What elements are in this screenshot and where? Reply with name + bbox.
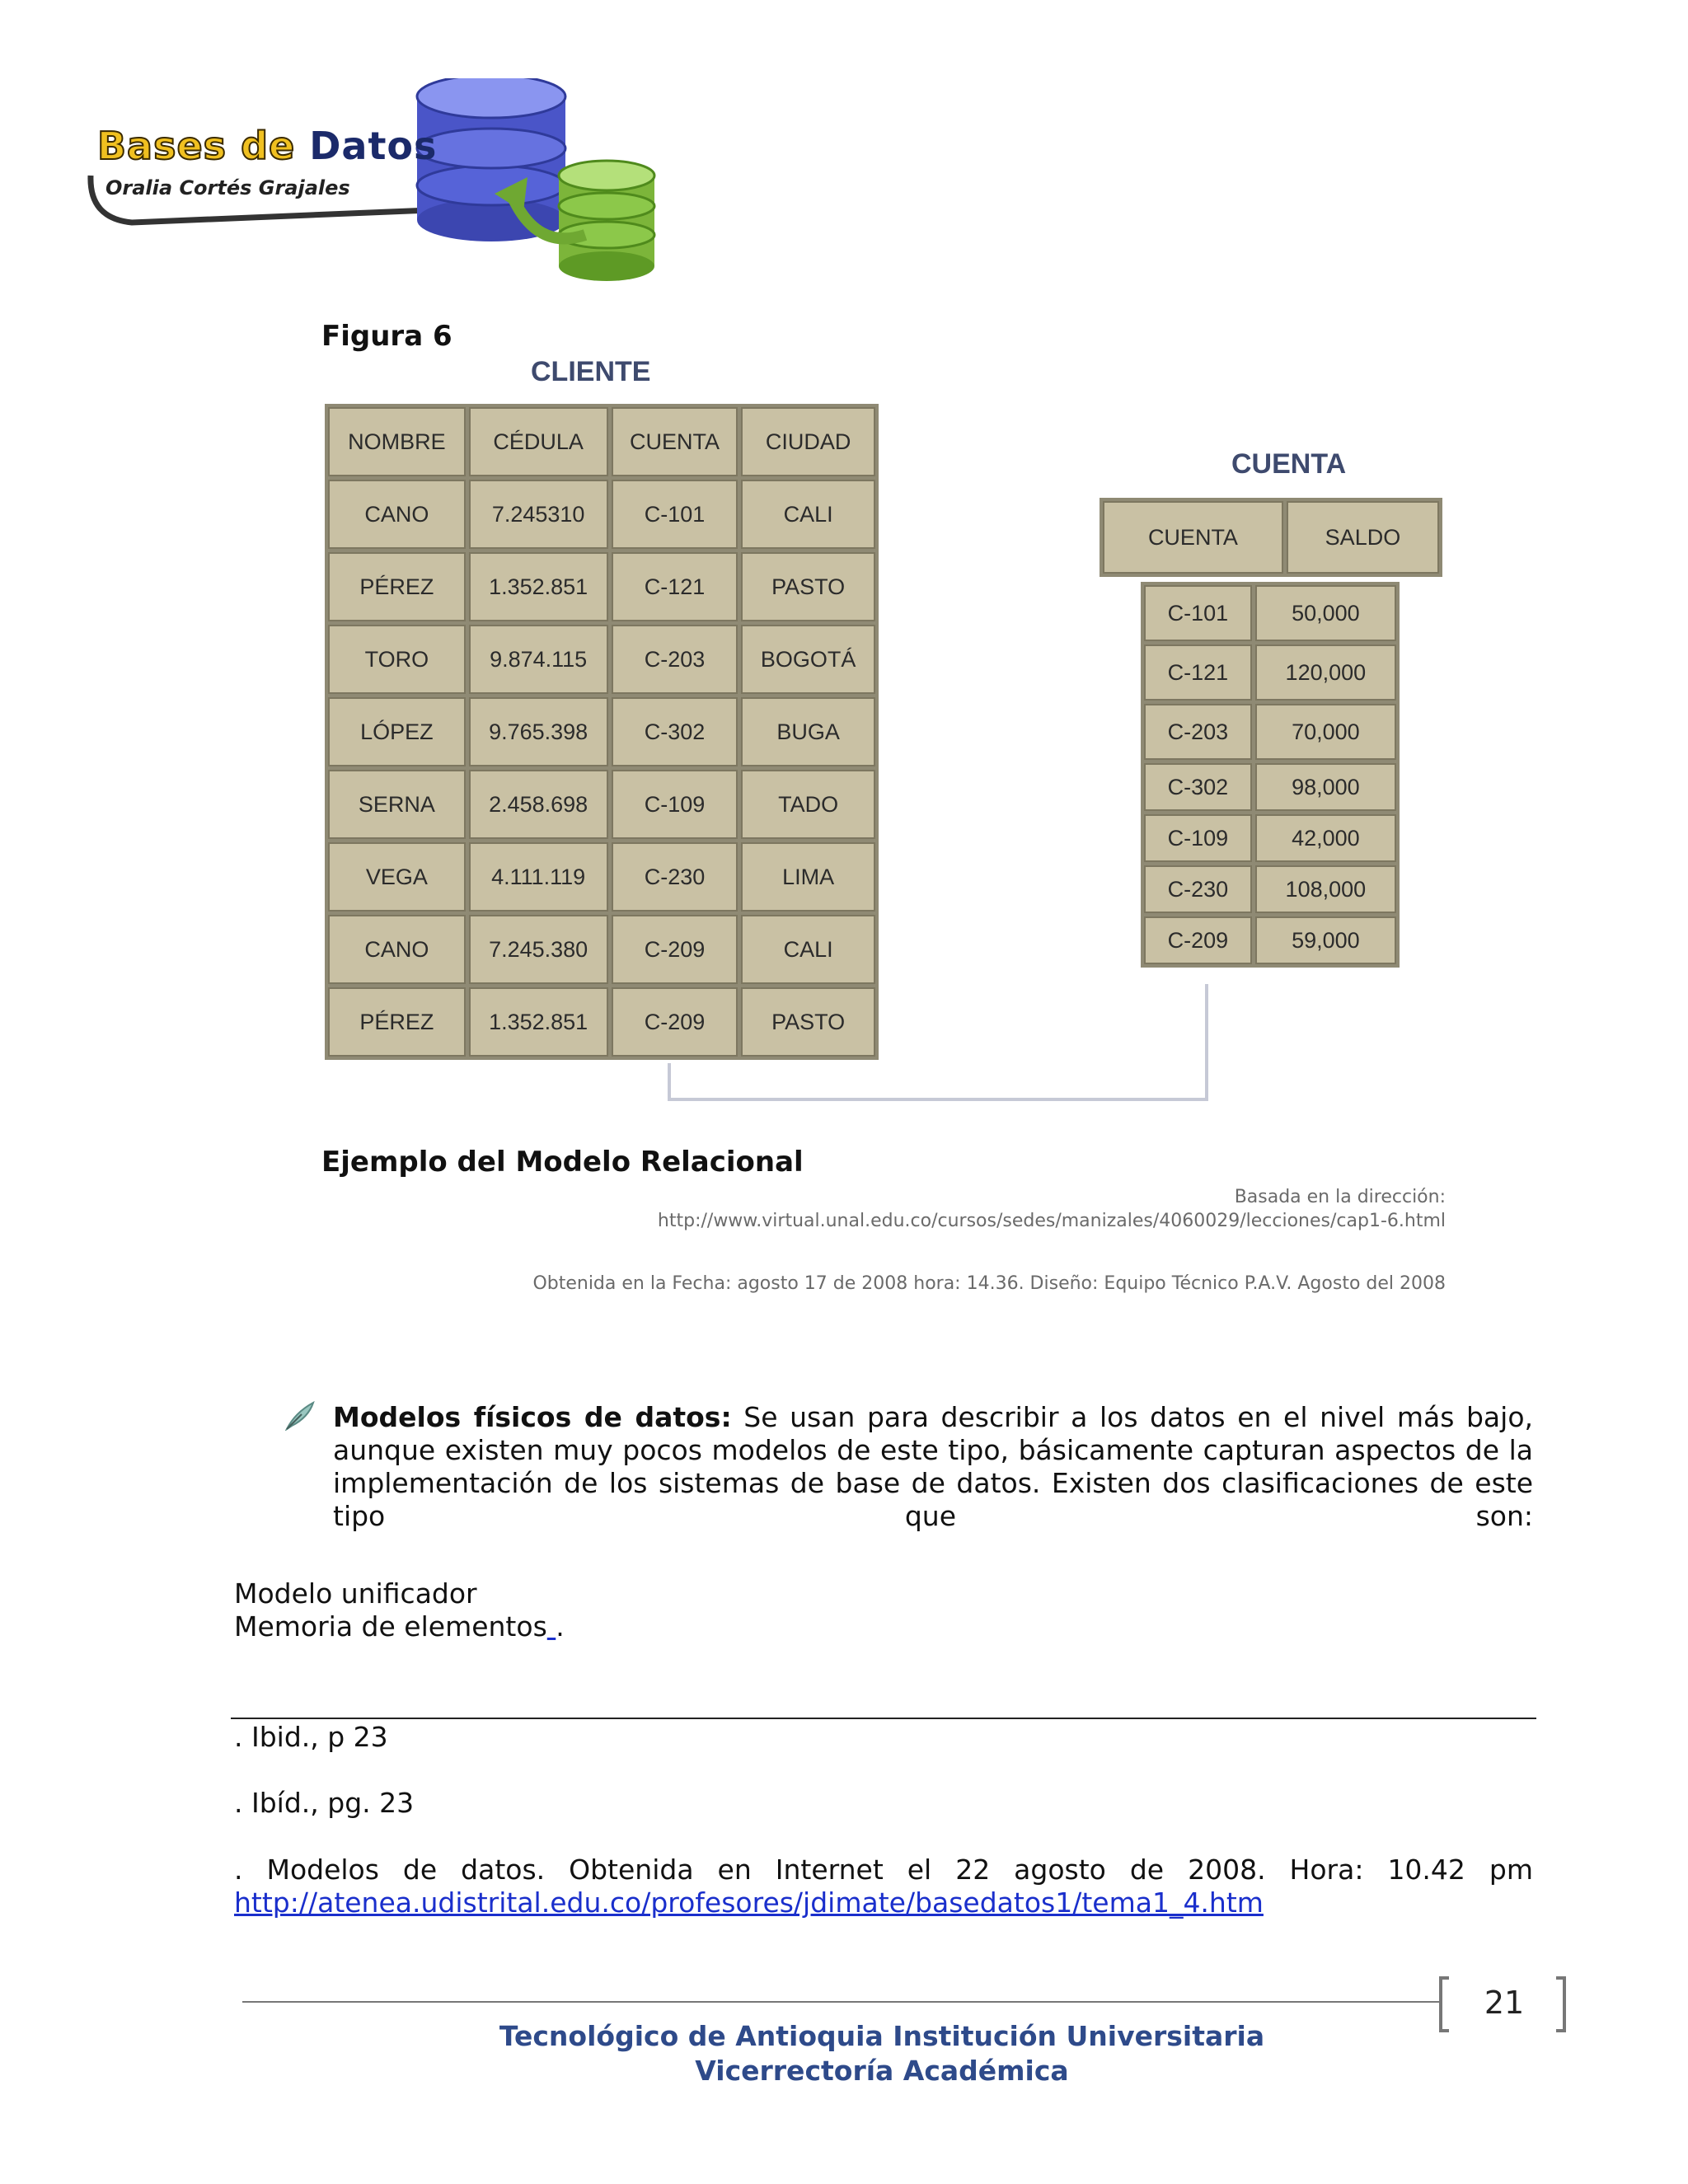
table-row-cell: LIMA [741, 842, 875, 912]
figure-caption: Ejemplo del Modelo Relacional [321, 1146, 804, 1179]
footnote-2: . Ibíd., pg. 23 [234, 1787, 415, 1819]
table-row-cell: LÓPEZ [328, 697, 466, 766]
relation-connector [659, 981, 1220, 1104]
cliente-header-row-cell: CIUDAD [741, 407, 875, 476]
table-row-cell: SERNA [328, 770, 466, 839]
table-row-cell: C-302 [1144, 763, 1252, 811]
table-row-cell: C-230 [1144, 865, 1252, 913]
table-row-cell: PASTO [741, 987, 875, 1057]
table-row [1144, 644, 1396, 701]
cuenta-table [1141, 582, 1400, 968]
table-row-cell: 120,000 [1255, 644, 1396, 701]
table-row-cell: 59,000 [1255, 916, 1396, 964]
cuenta-header-row [1103, 501, 1439, 574]
table-row [1144, 916, 1396, 964]
cliente-table [325, 404, 879, 1060]
table-row-cell: 9.765.398 [469, 697, 608, 766]
table-row [1144, 814, 1396, 862]
cuenta-header-table [1100, 498, 1442, 577]
table-row-cell: C-101 [612, 480, 738, 549]
bullet-term: Modelos físicos de datos: [333, 1401, 732, 1433]
table-row-cell: 50,000 [1255, 585, 1396, 641]
table-row-cell: C-209 [1144, 916, 1252, 964]
table-row-cell: CANO [328, 480, 466, 549]
cliente-header-row [328, 407, 875, 476]
table-row [328, 842, 875, 912]
table-row-cell: C-109 [612, 770, 738, 839]
table-row-cell: C-230 [612, 842, 738, 912]
table-row-cell: TORO [328, 625, 466, 694]
table-row-cell: C-302 [612, 697, 738, 766]
table-row-cell: 1.352.851 [469, 987, 608, 1057]
footnote-3-link[interactable]: http://atenea.udistrital.edu.co/profesores/jdimate/basedatos1/tema1_4.htm [234, 1886, 1264, 1919]
table-row-cell: CANO [328, 915, 466, 984]
table-row-cell: 70,000 [1255, 704, 1396, 760]
page-number-bracket-left [1434, 1976, 1452, 2032]
footnote-separator [231, 1718, 1536, 1719]
table-row [1144, 704, 1396, 760]
table-row-cell: CALI [741, 480, 875, 549]
page-number: 21 [1484, 1985, 1525, 2021]
cuenta-table-title: CUENTA [1231, 448, 1347, 480]
table-row-cell: 98,000 [1255, 763, 1396, 811]
logo-title-part2: Datos [309, 124, 438, 168]
table-row-cell: 7.245.380 [469, 915, 608, 984]
footer-rule [242, 2001, 1441, 2003]
footer-department: Vicerrectoría Académica [695, 2055, 1069, 2087]
table-row-cell: C-121 [612, 552, 738, 621]
table-row-cell: 7.245310 [469, 480, 608, 549]
table-row-cell: PÉREZ [328, 552, 466, 621]
table-row [328, 697, 875, 766]
table-row-cell: BUGA [741, 697, 875, 766]
cuenta-header-row-cell: CUENTA [1103, 501, 1283, 574]
cliente-header-row-cell: NOMBRE [328, 407, 466, 476]
table-row-cell: TADO [741, 770, 875, 839]
table-row-cell: 42,000 [1255, 814, 1396, 862]
table-row-cell: 4.111.119 [469, 842, 608, 912]
table-row [1144, 585, 1396, 641]
cliente-header-row-cell: CUENTA [612, 407, 738, 476]
table-row-cell: C-209 [612, 915, 738, 984]
table-row-cell: 9.874.115 [469, 625, 608, 694]
source-date: Obtenida en la Fecha: agosto 17 de 2008 hora: 14.36. Diseño: Equipo Técnico P.A.V. Agosto del 2008 [532, 1273, 1446, 1294]
table-row-cell: C-203 [1144, 704, 1252, 760]
table-row [328, 915, 875, 984]
table-row-cell: 108,000 [1255, 865, 1396, 913]
source-url: http://www.virtual.unal.edu.co/cursos/sedes/manizales/4060029/lecciones/cap1-6.html [657, 1211, 1446, 1231]
table-row-cell: PÉREZ [328, 987, 466, 1057]
page-number-bracket-right [1553, 1976, 1571, 2032]
table-row [1144, 763, 1396, 811]
table-row-cell: CALI [741, 915, 875, 984]
table-row [328, 770, 875, 839]
list-item [234, 1610, 565, 1643]
table-row-cell: VEGA [328, 842, 466, 912]
table-row-cell: 2.458.698 [469, 770, 608, 839]
table-row-cell: BOGOTÁ [741, 625, 875, 694]
quill-bullet-icon [284, 1401, 316, 1431]
table-row-cell: PASTO [741, 552, 875, 621]
list-item: Modelo unificador [234, 1577, 477, 1610]
logo-title [97, 124, 437, 168]
cliente-header-row-cell: CÉDULA [469, 407, 608, 476]
table-row [328, 552, 875, 621]
table-row-cell: C-101 [1144, 585, 1252, 641]
cuenta-header-row-cell: SALDO [1287, 501, 1439, 574]
source-label: Basada en la dirección: [1234, 1187, 1446, 1207]
table-row-cell: C-121 [1144, 644, 1252, 701]
list-item-text: Memoria de elementos [234, 1610, 547, 1643]
logo-title-part1: Bases de [97, 124, 296, 168]
table-row-cell: 1.352.851 [469, 552, 608, 621]
footnote-3: . Modelos de datos. Obtenida en Internet el 22 agosto de 2008. Hora: 10.42 pm [234, 1854, 1533, 1886]
bullet-text: Se usan para describir a los datos en el nivel más bajo, aunque existen muy pocos modelos de este tipo, básicamente capturan aspectos de la implementación de los sistemas de base de datos. Existen dos clasificaciones de este tipo que son: [333, 1401, 1534, 1532]
cliente-table-title: CLIENTE [531, 356, 651, 387]
table-row [1144, 865, 1396, 913]
table-row-cell: C-109 [1144, 814, 1252, 862]
physical-models-paragraph [333, 1401, 1533, 1533]
table-row-cell: C-209 [612, 987, 738, 1057]
figure-label: Figura 6 [321, 320, 452, 353]
footer-institution: Tecnológico de Antioquia Institución Universitaria [499, 2020, 1265, 2052]
list-item-suffix: . [556, 1610, 565, 1643]
footnote-ref-link[interactable] [547, 1610, 556, 1643]
table-row [328, 480, 875, 549]
footnote-1: . Ibid., p 23 [234, 1721, 388, 1753]
table-row [328, 625, 875, 694]
table-row-cell: C-203 [612, 625, 738, 694]
logo-author: Oralia Cortés Grajales [106, 176, 350, 199]
